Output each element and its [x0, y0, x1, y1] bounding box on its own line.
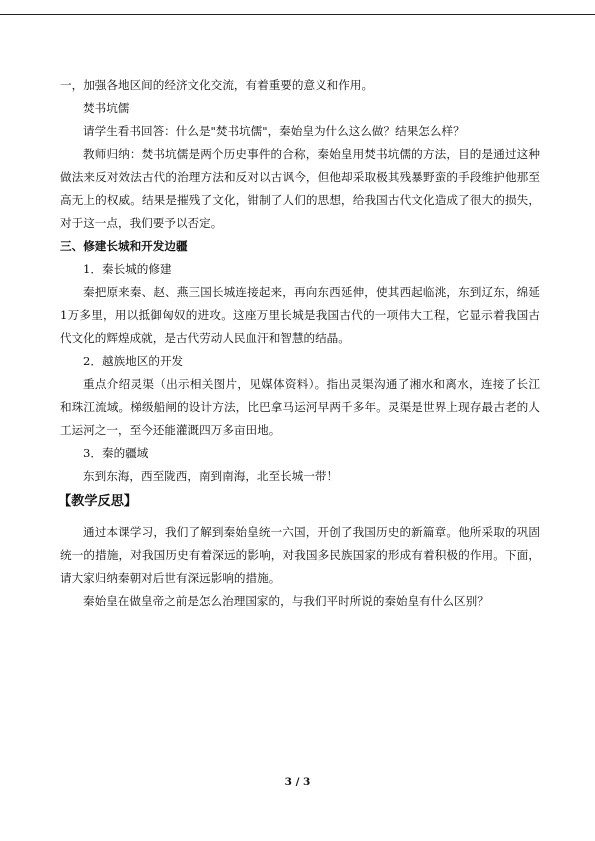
subheading-yue-region: 2．越族地区的开发 [83, 354, 184, 368]
paragraph-great-wall: 秦把原来秦、赵、燕三国长城连接起来，再向东西延伸，使其西起临洮，东到辽东，绵延1万多里，用以抵御匈奴的进攻。这座万里长城是我国古代的一项伟大工程，它显示着我国古代文化的辉煌成就，是古代劳动人民血汗和智慧的结晶。 [60, 285, 540, 345]
section-heading-great-wall: 三、修建长城和开发边疆 [60, 239, 188, 253]
paragraph-teacher-summary: 教师归纳：焚书坑儒是两个历史事件的合称，秦始皇用焚书坑儒的方法，目的是通过这种做法来反对效法古代的治理方法和反对以古讽今，但他却采取极其残暴野蛮的手段维护他那至高无上的权威。结果是摧残了文化，钳制了人们的思想，给我国古代文化造成了很大的损失，对于这一点，我们要予以否定。 [60, 147, 540, 230]
reflection-heading: 【教学反思】 [58, 494, 138, 509]
paragraph-reflection-2: 秦始皇在做皇帝之前是怎么治理国家的，与我们平时所说的秦始皇有什么区别？ [83, 594, 489, 608]
subheading-territory: 3．秦的疆域 [83, 446, 149, 460]
subheading-great-wall: 1．秦长城的修建 [83, 262, 172, 276]
header-rule [0, 14, 595, 15]
paragraph-intro: 一，加强各地区间的经济文化交流，有着重要的意义和作用。 [60, 78, 374, 92]
paragraph-territory: 东到东海，西至陇西，南到南海，北至长城一带！ [83, 469, 339, 483]
paragraph-question: 请学生看书回答：什么是"焚书坑儒"，秦始皇为什么这么做？结果怎么样？ [83, 124, 465, 138]
page-number: 3 / 3 [284, 776, 311, 788]
paragraph-lingqu: 重点介绍灵渠（出示相关图片，见媒体资料）。指出灵渠沟通了湘水和离水，连接了长江和珠江流域。梯级船闸的设计方法，比巴拿马运河早两千多年。灵渠是世界上现存最古老的人工运河之一，至今还能灌溉四万多亩田地。 [60, 377, 540, 437]
document-body [60, 74, 540, 613]
paragraph-reflection-1: 通过本课学习，我们了解到秦始皇统一六国，开创了我国历史的新篇章。他所采取的巩固统一的措施，对我国历史有着深远的影响，对我国多民族国家的形成有着积极的作用。下面，请大家归纳秦朝对后世有深远影响的措施。 [60, 525, 540, 585]
subheading-burning-books: 焚书坑儒 [83, 101, 130, 115]
